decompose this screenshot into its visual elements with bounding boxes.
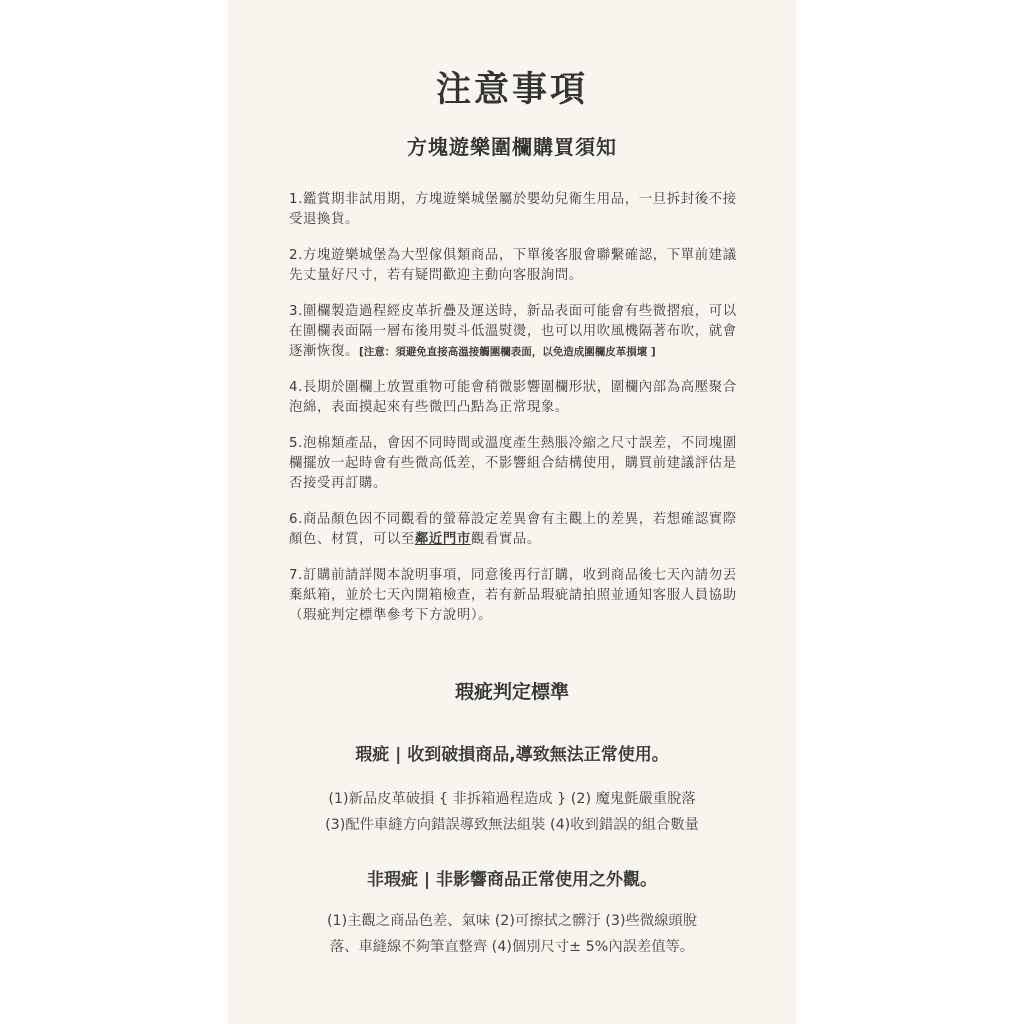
page-title: 注意事項 xyxy=(435,70,588,110)
notice-item-5: 5.泡棉類產品，會因不同時間或溫度產生熱脹冷縮之尺寸誤差，不同塊圍欄擺放一起時會有些微高低差，不影響組合結構使用，購買前建議評估是否接受再訂購。 xyxy=(289,436,737,491)
notice-item-4: 4.長期於圍欄上放置重物可能會稍微影響圍欄形狀，圍欄內部為高壓聚合泡綿，表面摸起來有些微凹凸點為正常現象。 xyxy=(289,380,737,415)
notice-item-6-tail: 觀看實品。 xyxy=(470,532,541,547)
notice-item-6 xyxy=(289,510,744,550)
defect-heading: 瑕疵 | 收到破損商品,導致無法正常使用。 xyxy=(355,745,669,765)
notice-list xyxy=(289,190,744,642)
defect-standard-title: 瑕疵判定標準 xyxy=(454,681,569,703)
defect-criteria-line: (3)配件車縫方向錯誤導致無法組裝 (4)收到錯誤的組合數量 xyxy=(325,817,699,833)
notice-page xyxy=(228,0,796,1024)
defect-criteria-line: (1)新品皮革破損 { 非拆箱過程造成 } (2) 魔鬼氈嚴重脫落 xyxy=(328,791,696,807)
notice-item-7: 7.訂購前請詳閱本說明事項，同意後再行訂購，收到商品後七天內請勿丟棄紙箱，並於七天內開箱檢查，若有新品瑕疵請拍照並通知客服人員協助（瑕疵判定標準參考下方說明）。 xyxy=(289,568,737,623)
non-defect-heading: 非瑕疵 | 非影響商品正常使用之外觀。 xyxy=(366,870,658,890)
non-defect-criteria-line: 落、車縫線不夠筆直整齊 (4)個別尺寸± 5%內誤差值等。 xyxy=(329,939,695,955)
defect-criteria xyxy=(248,786,776,838)
notice-item-3-text: 3.圍欄製造過程經皮革折疊及運送時，新品表面可能會有些微摺痕，可以在圍欄表面隔一層布後用熨斗低溫熨燙，也可以用吹風機隔著布吹，就會逐漸恢復。 xyxy=(289,304,737,359)
page-subtitle: 方塊遊樂圍欄購買須知 xyxy=(407,135,617,159)
notice-item-6-text: 6.商品顏色因不同觀看的螢幕設定差異會有主觀上的差異，若想確認實際顏色、材質，可以至 xyxy=(289,512,737,547)
non-defect-criteria-line: (1)主觀之商品色差、氣味 (2)可擦拭之髒汙 (3)些微線頭脫 xyxy=(326,913,698,929)
notice-item-3 xyxy=(289,302,744,362)
nearby-store-link: 鄰近門市 xyxy=(414,532,471,547)
notice-item-2: 2.方塊遊樂城堡為大型傢俱類商品，下單後客服會聯繫確認，下單前建議先丈量好尺寸，若有疑問歡迎主動向客服詢問。 xyxy=(289,248,737,283)
non-defect-criteria xyxy=(248,908,776,960)
notice-item-3-warning: [注意：須避免直接高溫接觸圍欄表面，以免造成圍欄皮革損壞 ] xyxy=(358,346,656,358)
notice-item-1: 1.鑑賞期非試用期，方塊遊樂城堡屬於嬰幼兒衛生用品，一旦拆封後不接受退換貨。 xyxy=(289,192,737,227)
